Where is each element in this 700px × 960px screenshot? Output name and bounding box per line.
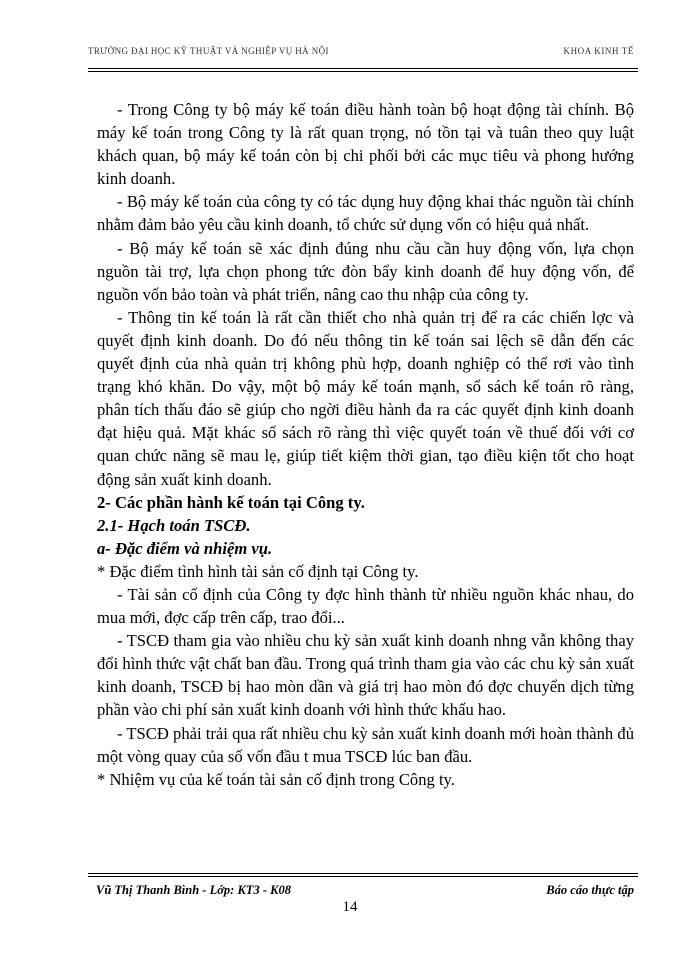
paragraph: - TSCĐ phải trải qua rất nhiều chu kỳ sản xuất kinh doanh mới hoàn thành đủ một vòng quay của số vốn đầu t mua TSCĐ lúc ban đầu. — [97, 723, 634, 766]
bullet-item: * Nhiệm vụ của kế toán tài sản cố định trong Công ty. — [97, 769, 455, 789]
header-faculty-name: KHOA KINH TẾ — [563, 46, 634, 56]
paragraph: - Thông tin kế toán là rất cần thiết cho nhà quản trị để ra các chiến lợc và quyết định kinh doanh. Do đó nếu thông tin kế toán sai lệch sẽ dẫn đến các quyết định của nhà quản trị không phù hợp, doanh nghiệp có thể rơi vào tình trạng khó khăn. Do vậy, một bộ máy kế toán mạnh, sổ sách kế toán rõ ràng, phân tích thấu đáo sẽ giúp cho ngời điều hành đa ra các quyết định kinh doanh đạt hiệu quả. Mặt khác sổ sách rõ ràng thì việc quyết toán về thuế đối với cơ quan chức năng sẽ mau lẹ, giúp tiết kiệm thời gian, tạo điều kiện tốt cho hoạt động sản xuất kinh doanh. — [97, 307, 634, 489]
page-number: 14 — [342, 899, 358, 915]
paragraph: - Tài sản cố định của Công ty đợc hình thành từ nhiều nguồn khác nhau, do mua mới, đợc cấp trên cấp, trao đổi... — [97, 584, 634, 628]
subsection-heading: a- Đặc điểm và nhiệm vụ. — [97, 538, 273, 558]
footer-author: Vũ Thị Thanh Bình - Lớp: KT3 - K08 — [96, 883, 291, 897]
paragraph: - Trong Công ty bộ máy kế toán điều hành toàn bộ hoạt động tài chính. Bộ máy kế toán trong Công ty là rất quan trọng, nó tồn tại và tuân theo quy luật khách quan, bộ máy kế toán còn bị chi phối bởi các mục tiêu và phong hướng kinh doanh. — [97, 100, 634, 189]
footer-report-title: Báo cáo thực tập — [546, 883, 634, 897]
paragraph: - TSCĐ tham gia vào nhiều chu kỳ sản xuất kinh doanh nhng vẫn không thay đổi hình thức vật chất ban đầu. Trong quá trình tham gia vào các chu kỳ sản xuất kinh doanh, TSCĐ bị hao mòn dần và giá trị hao mòn đó đợc chuyển dịch từng phần vào chi phí sản xuất kinh doanh với hình thức khấu hao. — [97, 631, 634, 720]
paragraph: - Bộ máy kế toán của công ty có tác dụng huy động khai thác nguồn tài chính nhằm đảm bảo yêu cầu kinh doanh, tổ chức sử dụng vốn có hiệu quả nhất. — [97, 192, 634, 235]
page-footer — [88, 873, 638, 897]
paragraph: - Bộ máy kế toán sẽ xác định đúng nhu cầu cần huy động vốn, lựa chọn nguồn tài trợ, lựa chọn phong tức đòn bẩy kinh doanh để huy động vốn, để nguồn vốn bảo toàn và phát triển, nâng cao thu nhập của công ty. — [97, 238, 634, 304]
page-header — [88, 40, 638, 72]
section-heading: 2- Các phần hành kế toán tại Công ty. — [97, 492, 365, 512]
body-text — [97, 98, 634, 791]
header-school-name: TRƯỜNG ĐẠI HỌC KỸ THUẬT VÀ NGHIỆP VỤ HÀ NỘI — [88, 46, 329, 56]
bullet-item: * Đặc điểm tình hình tài sản cố định tại Công ty. — [97, 561, 419, 581]
subsection-heading: 2.1- Hạch toán TSCĐ. — [97, 515, 251, 535]
